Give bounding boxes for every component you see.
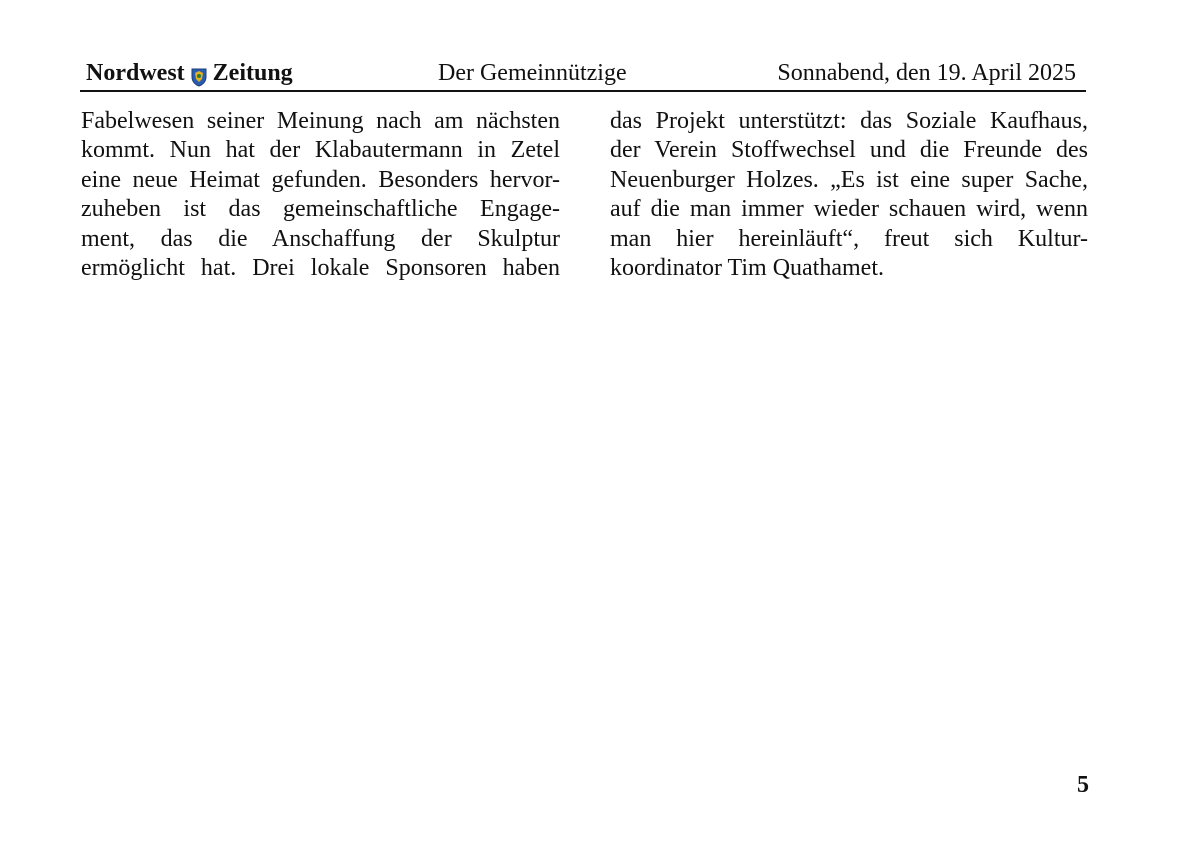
text-line: Fabelwesen seiner Meinung nach am nächsten	[81, 108, 560, 134]
masthead-right-word: Zeitung	[212, 60, 293, 86]
article-column-left	[81, 107, 560, 283]
text-line: Neuenburger Holzes. „Es ist eine super Sache,	[610, 166, 1088, 193]
header-rule	[80, 90, 1086, 92]
newspaper-masthead	[86, 58, 293, 88]
text-line: der Verein Stoffwechsel und die Freunde des	[610, 137, 1088, 164]
text-line: koordinator Tim Quathamet.	[610, 255, 884, 282]
issue-date: Sonnabend, den 19. April 2025	[777, 60, 1076, 86]
text-line: zuheben ist das gemeinschaftliche Engage-	[81, 196, 560, 223]
text-line: kommt. Nun hat der Klabautermann in Zetel	[81, 137, 560, 164]
masthead-left-word: Nordwest	[86, 60, 185, 86]
text-line: auf die man immer wieder schauen wird, wenn	[610, 196, 1088, 223]
article-column-right	[610, 107, 1088, 283]
text-line: das Projekt unterstützt: das Soziale Kaufhaus,	[610, 108, 1088, 134]
text-line: ermöglicht hat. Drei lokale Sponsoren haben	[81, 255, 560, 282]
section-title: Der Gemeinnützige	[438, 60, 627, 86]
coat-of-arms-icon	[191, 65, 207, 84]
text-line: man hier hereinläuft“, freut sich Kultur-	[610, 225, 1088, 252]
text-line: ment, das die Anschaffung der Skulptur	[81, 225, 560, 252]
page-header	[86, 58, 1086, 88]
page-number: 5	[1077, 772, 1089, 798]
text-line: eine neue Heimat gefunden. Besonders hervor-	[81, 166, 560, 193]
